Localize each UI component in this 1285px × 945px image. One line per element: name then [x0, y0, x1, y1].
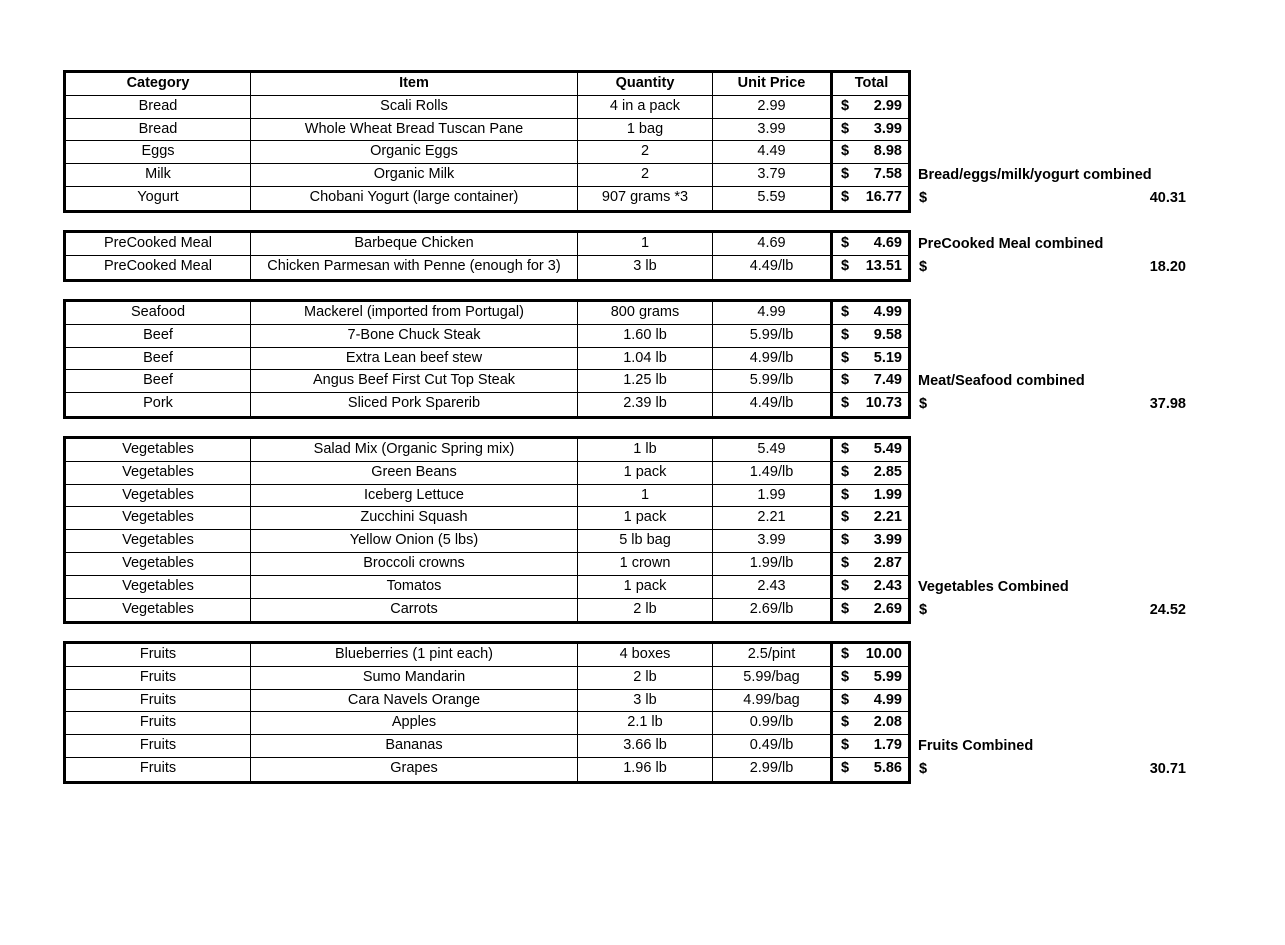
table-row [66, 576, 908, 599]
unit-price-cell[interactable]: 4.99 [713, 302, 833, 324]
table-row [66, 348, 908, 371]
table-row [66, 393, 908, 416]
currency-symbol: $ [841, 668, 850, 685]
currency-symbol: $ [841, 737, 850, 754]
quantity-cell[interactable]: 4 boxes [578, 644, 713, 666]
total-value: 2.99 [873, 97, 902, 114]
total-cell[interactable] [833, 644, 908, 666]
table-row [66, 690, 908, 713]
category-cell[interactable]: Pork [66, 393, 251, 416]
table-row [66, 735, 908, 758]
total-value: 2.85 [873, 463, 902, 480]
unit-price-cell[interactable]: 2.99 [713, 96, 833, 118]
category-cell[interactable]: Beef [66, 370, 251, 392]
item-cell[interactable]: Chicken Parmesan with Penne (enough for 3) [251, 256, 578, 279]
table-row [66, 96, 908, 119]
unit-price-cell[interactable]: 1.99 [713, 485, 833, 507]
item-cell[interactable]: Organic Milk [251, 164, 578, 186]
unit-price-cell[interactable]: 2.21 [713, 507, 833, 529]
currency-symbol: $ [841, 235, 850, 251]
item-cell[interactable]: Carrots [251, 599, 578, 622]
total-cell[interactable] [833, 302, 908, 324]
group-summary-label[interactable]: Meat/Seafood combined [918, 373, 1085, 390]
unit-price-cell[interactable]: 4.69 [713, 233, 833, 255]
unit-price-cell[interactable]: 0.49/lb [713, 735, 833, 757]
unit-price-cell[interactable]: 4.49/lb [713, 393, 833, 416]
total-value: 1.79 [873, 737, 902, 754]
quantity-cell[interactable]: 1 [578, 233, 713, 255]
unit-price-cell[interactable]: 4.49 [713, 141, 833, 163]
category-cell[interactable]: Vegetables [66, 439, 251, 461]
total-value: 2.21 [873, 509, 902, 526]
table-row [66, 599, 908, 622]
group-summary-value[interactable]: 37.98 [1149, 396, 1186, 413]
currency-symbol: $ [841, 577, 850, 594]
quantity-cell[interactable]: 1.25 lb [578, 370, 713, 392]
currency-symbol: $ [841, 97, 850, 114]
total-value: 7.49 [873, 372, 902, 389]
unit-price-cell[interactable]: 2.69/lb [713, 599, 833, 622]
total-cell[interactable] [833, 119, 908, 141]
item-cell[interactable]: Bananas [251, 735, 578, 757]
currency-symbol: $ [841, 691, 850, 708]
unit-price-cell[interactable]: 5.99/bag [713, 667, 833, 689]
total-value: 5.99 [873, 668, 902, 685]
total-cell[interactable] [833, 233, 908, 255]
table-row [66, 507, 908, 530]
unit-price-cell[interactable]: 2.43 [713, 576, 833, 598]
quantity-cell[interactable]: 907 grams *3 [578, 187, 713, 210]
total-cell[interactable] [833, 141, 908, 163]
category-cell[interactable]: Vegetables [66, 507, 251, 529]
quantity-cell[interactable]: 3 lb [578, 256, 713, 279]
quantity-cell[interactable]: 1.60 lb [578, 325, 713, 347]
unit-price-cell[interactable]: 3.99 [713, 530, 833, 552]
unit-price-cell[interactable]: 1.99/lb [713, 553, 833, 575]
item-cell[interactable]: 7-Bone Chuck Steak [251, 325, 578, 347]
table-row [66, 370, 908, 393]
total-value: 4.99 [873, 691, 902, 708]
unit-price-cell[interactable]: 1.49/lb [713, 462, 833, 484]
total-cell[interactable] [833, 187, 908, 210]
table-row [66, 553, 908, 576]
currency-symbol: $ [841, 486, 850, 503]
total-value: 1.99 [873, 486, 902, 503]
table-group [63, 641, 911, 784]
table-row [66, 302, 908, 325]
currency-symbol: $ [841, 554, 850, 571]
quantity-cell[interactable]: 1 [578, 485, 713, 507]
quantity-cell[interactable]: 2 lb [578, 599, 713, 622]
quantity-cell[interactable]: 3.66 lb [578, 735, 713, 757]
table-row [66, 462, 908, 485]
total-value: 5.86 [873, 759, 902, 776]
table-group [63, 436, 911, 624]
quantity-cell[interactable]: 1 bag [578, 119, 713, 141]
quantity-cell[interactable]: 1.04 lb [578, 348, 713, 370]
item-cell[interactable]: Barbeque Chicken [251, 233, 578, 255]
unit-price-cell[interactable]: 5.99/lb [713, 370, 833, 392]
quantity-cell[interactable]: 2 lb [578, 667, 713, 689]
quantity-cell[interactable]: 800 grams [578, 302, 713, 324]
unit-price-cell[interactable]: 2.99/lb [713, 758, 833, 781]
unit-price-cell[interactable]: 3.79 [713, 164, 833, 186]
item-cell[interactable]: Zucchini Squash [251, 507, 578, 529]
category-cell[interactable]: Bread [66, 119, 251, 141]
total-cell[interactable] [833, 370, 908, 392]
total-value: 2.43 [873, 577, 902, 594]
total-cell[interactable] [833, 485, 908, 507]
group-summary-value[interactable]: 30.71 [1149, 761, 1186, 777]
table-group [63, 299, 911, 419]
total-cell[interactable] [833, 599, 908, 622]
item-cell[interactable]: Broccoli crowns [251, 553, 578, 575]
category-cell[interactable]: Vegetables [66, 576, 251, 598]
table-row [66, 119, 908, 142]
category-cell[interactable]: Eggs [66, 141, 251, 163]
total-cell[interactable] [833, 758, 908, 781]
quantity-cell[interactable]: 5 lb bag [578, 530, 713, 552]
total-cell[interactable] [833, 712, 908, 734]
category-cell[interactable]: PreCooked Meal [66, 233, 251, 255]
total-value: 16.77 [865, 188, 902, 205]
total-value: 5.49 [873, 441, 902, 457]
currency-symbol: $ [841, 143, 850, 160]
group-summary-value[interactable]: 18.20 [1149, 258, 1186, 275]
currency-symbol: $ [841, 349, 850, 366]
table-row [66, 644, 908, 667]
column-header[interactable]: Unit Price [713, 73, 833, 95]
table-row [66, 141, 908, 164]
item-cell[interactable]: Organic Eggs [251, 141, 578, 163]
unit-price-cell[interactable]: 3.99 [713, 119, 833, 141]
total-value: 10.73 [865, 395, 902, 412]
item-cell[interactable]: Cara Navels Orange [251, 690, 578, 712]
total-cell[interactable] [833, 462, 908, 484]
table-group [63, 230, 911, 282]
table-row [66, 758, 908, 781]
quantity-cell[interactable]: 2.39 lb [578, 393, 713, 416]
unit-price-cell[interactable]: 0.99/lb [713, 712, 833, 734]
group-summary-label[interactable]: Bread/eggs/milk/yogurt combined [918, 167, 1152, 184]
currency-symbol: $ [841, 532, 850, 549]
total-value: 7.58 [873, 166, 902, 183]
total-cell[interactable] [833, 690, 908, 712]
category-cell[interactable]: Vegetables [66, 530, 251, 552]
currency-symbol: $ [841, 395, 850, 412]
total-cell[interactable] [833, 256, 908, 279]
total-cell[interactable] [833, 507, 908, 529]
item-cell[interactable]: Green Beans [251, 462, 578, 484]
currency-symbol: $ [841, 463, 850, 480]
table-row [66, 256, 908, 279]
currency-symbol: $ [841, 120, 850, 137]
quantity-cell[interactable]: 1.96 lb [578, 758, 713, 781]
column-header[interactable]: Item [251, 73, 578, 95]
unit-price-cell[interactable]: 2.5/pint [713, 644, 833, 666]
quantity-cell[interactable]: 1 crown [578, 553, 713, 575]
item-cell[interactable]: Iceberg Lettuce [251, 485, 578, 507]
table-row [66, 712, 908, 735]
item-cell[interactable]: Yellow Onion (5 lbs) [251, 530, 578, 552]
currency-symbol: $ [841, 326, 850, 343]
item-cell[interactable]: Whole Wheat Bread Tuscan Pane [251, 119, 578, 141]
table-row [66, 530, 908, 553]
category-cell[interactable]: Fruits [66, 735, 251, 757]
quantity-cell[interactable]: 2 [578, 164, 713, 186]
category-cell[interactable]: Bread [66, 96, 251, 118]
table-row [66, 233, 908, 256]
total-cell[interactable] [833, 439, 908, 461]
table-row [66, 187, 908, 210]
currency-symbol: $ [841, 257, 850, 274]
currency-symbol: $ [841, 304, 850, 320]
table-row [66, 667, 908, 690]
currency-symbol: $ [841, 188, 850, 205]
summary-currency-symbol: $ [919, 601, 928, 618]
summary-currency-symbol: $ [919, 396, 928, 413]
category-cell[interactable]: Vegetables [66, 485, 251, 507]
header-row [66, 73, 908, 96]
quantity-cell[interactable]: 1 pack [578, 576, 713, 598]
item-cell[interactable]: Scali Rolls [251, 96, 578, 118]
summary-currency-symbol: $ [919, 761, 928, 777]
quantity-cell[interactable]: 2.1 lb [578, 712, 713, 734]
category-cell[interactable]: Beef [66, 325, 251, 347]
quantity-cell[interactable]: 4 in a pack [578, 96, 713, 118]
unit-price-cell[interactable]: 5.99/lb [713, 325, 833, 347]
category-cell[interactable]: PreCooked Meal [66, 256, 251, 279]
total-value: 3.99 [873, 532, 902, 549]
total-value: 5.19 [873, 349, 902, 366]
unit-price-cell[interactable]: 4.99/lb [713, 348, 833, 370]
item-cell[interactable]: Sumo Mandarin [251, 667, 578, 689]
group-summary-label[interactable]: Fruits Combined [918, 738, 1034, 755]
table-row [66, 325, 908, 348]
category-cell[interactable]: Vegetables [66, 553, 251, 575]
total-cell[interactable] [833, 576, 908, 598]
item-cell[interactable]: Angus Beef First Cut Top Steak [251, 370, 578, 392]
category-cell[interactable]: Fruits [66, 758, 251, 781]
item-cell[interactable]: Mackerel (imported from Portugal) [251, 302, 578, 324]
item-cell[interactable]: Apples [251, 712, 578, 734]
unit-price-cell[interactable]: 4.49/lb [713, 256, 833, 279]
total-value: 8.98 [873, 143, 902, 160]
total-cell[interactable] [833, 164, 908, 186]
category-cell[interactable]: Fruits [66, 644, 251, 666]
category-cell[interactable]: Vegetables [66, 599, 251, 622]
total-value: 9.58 [873, 326, 902, 343]
table-row [66, 164, 908, 187]
currency-symbol: $ [841, 759, 850, 776]
category-cell[interactable]: Milk [66, 164, 251, 186]
quantity-cell[interactable]: 1 pack [578, 507, 713, 529]
unit-price-cell[interactable]: 4.99/bag [713, 690, 833, 712]
quantity-cell[interactable]: 2 [578, 141, 713, 163]
total-value: 4.69 [873, 235, 902, 251]
total-cell[interactable] [833, 553, 908, 575]
category-cell[interactable]: Seafood [66, 302, 251, 324]
unit-price-cell[interactable]: 5.49 [713, 439, 833, 461]
item-cell[interactable]: Blueberries (1 pint each) [251, 644, 578, 666]
total-cell[interactable] [833, 735, 908, 757]
total-value: 2.69 [873, 600, 902, 617]
currency-symbol: $ [841, 646, 850, 662]
item-cell[interactable]: Extra Lean beef stew [251, 348, 578, 370]
item-cell[interactable]: Salad Mix (Organic Spring mix) [251, 439, 578, 461]
currency-symbol: $ [841, 714, 850, 731]
quantity-cell[interactable]: 1 pack [578, 462, 713, 484]
quantity-cell[interactable]: 3 lb [578, 690, 713, 712]
quantity-cell[interactable]: 1 lb [578, 439, 713, 461]
total-cell[interactable] [833, 530, 908, 552]
category-cell[interactable]: Yogurt [66, 187, 251, 210]
item-cell[interactable]: Tomatos [251, 576, 578, 598]
total-cell[interactable] [833, 667, 908, 689]
category-cell[interactable]: Vegetables [66, 462, 251, 484]
category-cell[interactable]: Fruits [66, 690, 251, 712]
group-summary-label[interactable]: PreCooked Meal combined [918, 236, 1104, 252]
category-cell[interactable]: Fruits [66, 712, 251, 734]
item-cell[interactable]: Grapes [251, 758, 578, 781]
total-cell[interactable] [833, 325, 908, 347]
table-group [63, 70, 911, 213]
total-value: 2.08 [873, 714, 902, 731]
summary-currency-symbol: $ [919, 258, 928, 275]
category-cell[interactable]: Fruits [66, 667, 251, 689]
table-row [66, 439, 908, 462]
currency-symbol: $ [841, 372, 850, 389]
column-header[interactable]: Total [854, 75, 889, 91]
currency-symbol: $ [841, 166, 850, 183]
currency-symbol: $ [841, 509, 850, 526]
category-cell[interactable]: Beef [66, 348, 251, 370]
group-summary-value[interactable]: 24.52 [1149, 601, 1186, 618]
total-value: 3.99 [873, 120, 902, 137]
currency-symbol: $ [841, 600, 850, 617]
summary-currency-symbol: $ [919, 190, 928, 206]
total-cell[interactable] [833, 393, 908, 416]
total-value: 10.00 [865, 646, 902, 662]
column-header[interactable]: Category [66, 73, 251, 95]
total-value: 4.99 [873, 304, 902, 320]
item-cell[interactable]: Sliced Pork Sparerib [251, 393, 578, 416]
total-value: 13.51 [865, 257, 902, 274]
total-cell[interactable] [833, 96, 908, 118]
total-cell[interactable] [833, 348, 908, 370]
item-cell[interactable]: Chobani Yogurt (large container) [251, 187, 578, 210]
currency-symbol: $ [841, 441, 850, 457]
group-summary-value[interactable]: 40.31 [1149, 190, 1186, 206]
total-value: 2.87 [873, 554, 902, 571]
table-row [66, 485, 908, 508]
group-summary-label[interactable]: Vegetables Combined [918, 578, 1069, 595]
column-header[interactable]: Quantity [578, 73, 713, 95]
unit-price-cell[interactable]: 5.59 [713, 187, 833, 210]
